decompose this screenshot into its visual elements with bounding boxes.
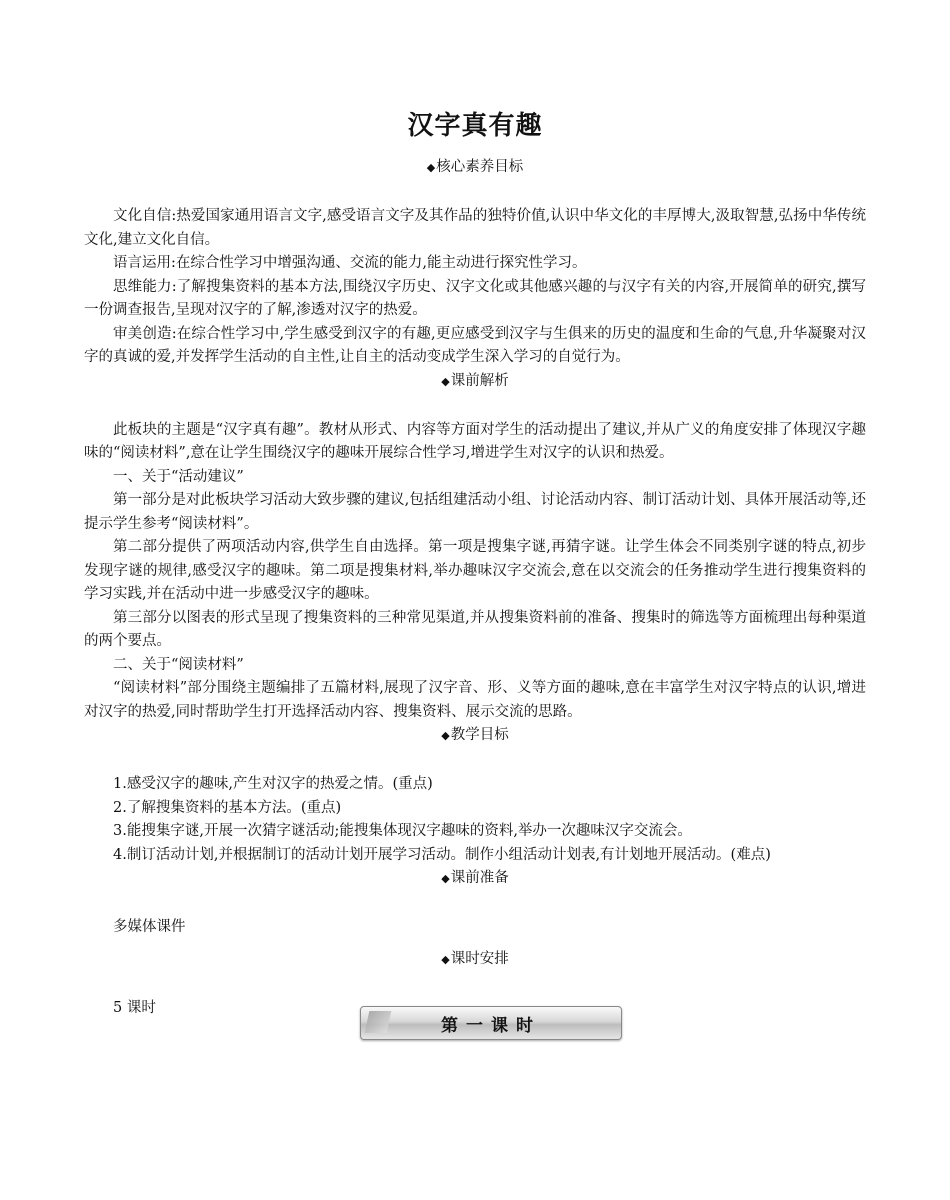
core-paragraph: 思维能力:了解搜集资料的基本方法,围绕汉字历史、汉字文化或其他感兴趣的与汉字有关的内容,开展简单的研究,撰写一份调查报告,呈现对汉字的了解,渗透对汉字的热爱。 (84, 278, 866, 318)
section-heading-prep (84, 867, 866, 890)
page-title: 汉字真有趣 (407, 111, 543, 141)
diamond-icon: ◆ (441, 872, 450, 885)
section-heading-goals (84, 724, 866, 747)
analysis-subheading: 二、关于“阅读材料” (113, 656, 244, 673)
section-heading-goals-text: 教学目标 (450, 727, 509, 743)
section-heading-prep-text: 课前准备 (450, 870, 509, 886)
document-content (84, 108, 866, 1020)
core-paragraph: 语言运用:在综合性学习中增强沟通、交流的能力,能主动进行探究性学习。 (113, 255, 587, 271)
goal-item: 3.能搜集字谜,开展一次猜字谜活动;能搜集体现汉字趣味的资料,举办一次趣味汉字交流会。 (113, 823, 692, 839)
section-heading-schedule (84, 948, 866, 971)
prep-text: 多媒体课件 (113, 919, 186, 935)
diamond-icon: ◆ (441, 952, 450, 966)
analysis-paragraph: “阅读材料”部分围绕主题编排了五篇材料,展现了汉字音、形、义等方面的趣味,意在丰富学生对汉字特点的认识,增进对汉字的热爱,同时帮助学生打开选择活动内容、搜集资料、展示交流的思路。 (84, 680, 866, 720)
section-heading-core-text: 核心素养目标 (436, 159, 524, 175)
banner-decoration-icon (365, 1011, 392, 1033)
goal-item: 4.制订活动计划,并根据制订的活动计划开展学习活动。制作小组活动计划表,有计划地开展活动。(难点) (113, 846, 771, 863)
goal-item: 2.了解搜集资料的基本方法。(重点) (113, 799, 342, 816)
analysis-paragraph: 第一部分是对此板块学习活动大致步骤的建议,包括组建活动小组、讨论活动内容、制订活动计划、具体开展活动等,还提示学生参考“阅读材料”。 (84, 492, 866, 532)
core-paragraph: 审美创造:在综合性学习中,学生感受到汉字的有趣,更应感受到汉字与生俱来的历史的温度和生命的气息,升华凝聚对汉字的真诚的爱,并发挥学生活动的自主性,让自主的活动变成学生深入学习的自觉行为。 (84, 325, 866, 365)
section-heading-analysis (84, 370, 866, 393)
diamond-icon: ◆ (441, 729, 450, 742)
analysis-paragraph: 此板块的主题是“汉字真有趣”。教材从形式、内容等方面对学生的活动提出了建议,并从广义的角度安排了体现汉字趣味的“阅读材料”,意在让学生围绕汉字的趣味开展综合性学习,增进学生对汉字的认识和热爱。 (84, 421, 866, 461)
lesson-banner (360, 1006, 622, 1040)
core-paragraph: 文化自信:热爱国家通用语言文字,感受语言文字及其作品的独特价值,认识中华文化的丰厚博大,汲取智慧,弘扬中华传统文化,建立文化自信。 (84, 208, 866, 248)
section-heading-core (84, 156, 866, 179)
lesson-banner-label: 第一课时 (441, 1015, 541, 1036)
section-heading-analysis-text: 课前解析 (450, 372, 509, 389)
schedule-text: 5 课时 (113, 999, 156, 1016)
analysis-subheading: 一、关于“活动建议” (113, 468, 244, 485)
analysis-paragraph: 第二部分提供了两项活动内容,供学生自由选择。第一项是搜集字谜,再猜字谜。让学生体会不同类别字谜的特点,初步发现字谜的规律,感受汉字的趣味。第二项是搜集材料,举办趣味汉字交流会,意在以交流会的任务推动学生进行搜集资料的学习实践,并在活动中进一步感受汉字的趣味。 (84, 539, 866, 602)
section-heading-schedule-text: 课时安排 (450, 950, 509, 967)
diamond-icon: ◆ (426, 161, 436, 174)
diamond-icon: ◆ (441, 374, 450, 388)
analysis-paragraph: 第三部分以图表的形式呈现了搜集资料的三种常见渠道,并从搜集资料前的准备、搜集时的筛选等方面梳理出每种渠道的两个要点。 (84, 609, 866, 649)
goal-item: 1.感受汉字的趣味,产生对汉字的热爱之情。(重点) (113, 776, 433, 792)
